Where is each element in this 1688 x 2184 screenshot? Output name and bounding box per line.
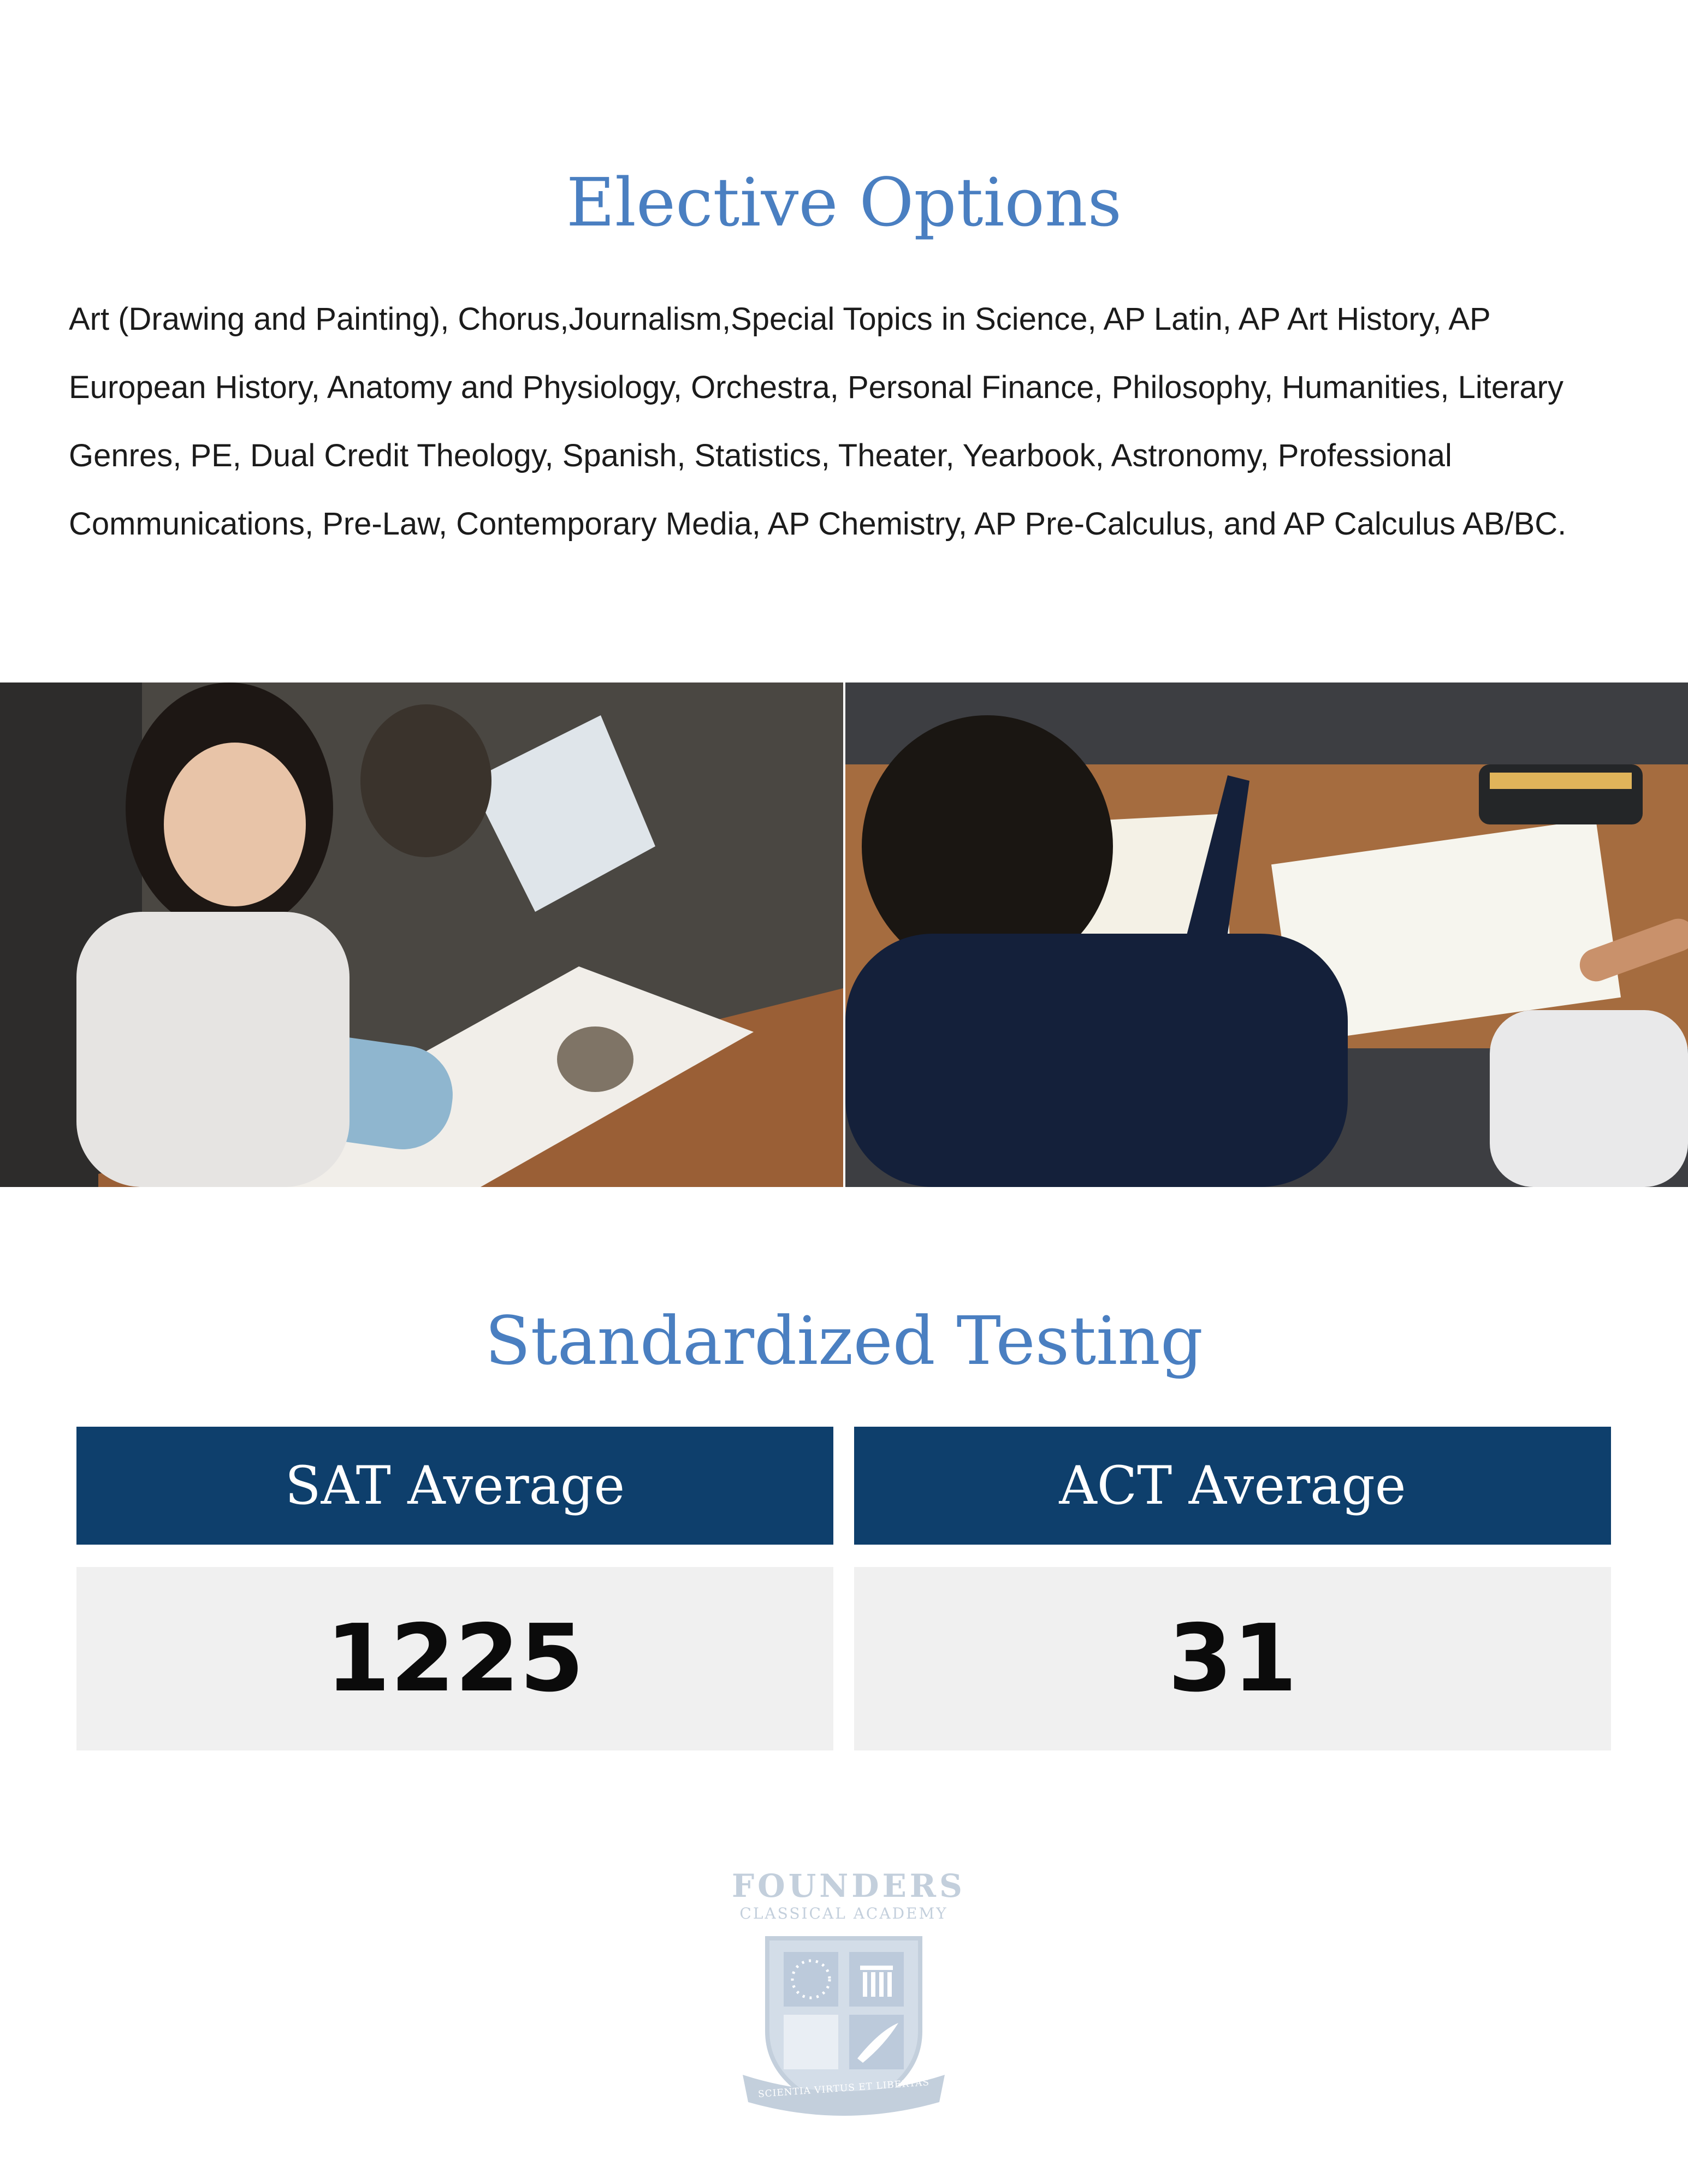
logo-school-subtitle: CLASSICAL ACADEMY xyxy=(739,1904,948,1922)
school-logo xyxy=(732,1867,966,2129)
elective-options-heading: Elective Options xyxy=(566,164,1122,241)
photo-students-writing xyxy=(845,682,1688,1187)
logo-motto: SCIENTIA VIRTUS ET LIBERTAS xyxy=(757,2077,930,2100)
sat-average-header: SAT Average xyxy=(76,1427,833,1545)
sat-average-value: 1225 xyxy=(76,1567,833,1750)
standardized-testing-heading: Standardized Testing xyxy=(485,1302,1203,1380)
elective-options-list: Art (Drawing and Painting), Chorus,Journalism,Special Topics in Science, AP Latin, AP Art History, AP European History, Anatomy and Physiology, Orchestra, Personal Finance, Philosophy, Humanities, Literary Genres, PE, Dual Credit Theology, Spanish, Statistics, Theater, Yearbook, Astronomy, Professional Communications, Pre-Law, Contemporary Media, AP Chemistry, AP Pre-Calculus, and AP Calculus AB/BC. xyxy=(69,301,1567,542)
logo-school-name: FOUNDERS xyxy=(732,1867,966,1904)
photo-student-reading xyxy=(0,682,843,1187)
act-average-value: 31 xyxy=(854,1567,1611,1750)
act-average-header: ACT Average xyxy=(854,1427,1611,1545)
